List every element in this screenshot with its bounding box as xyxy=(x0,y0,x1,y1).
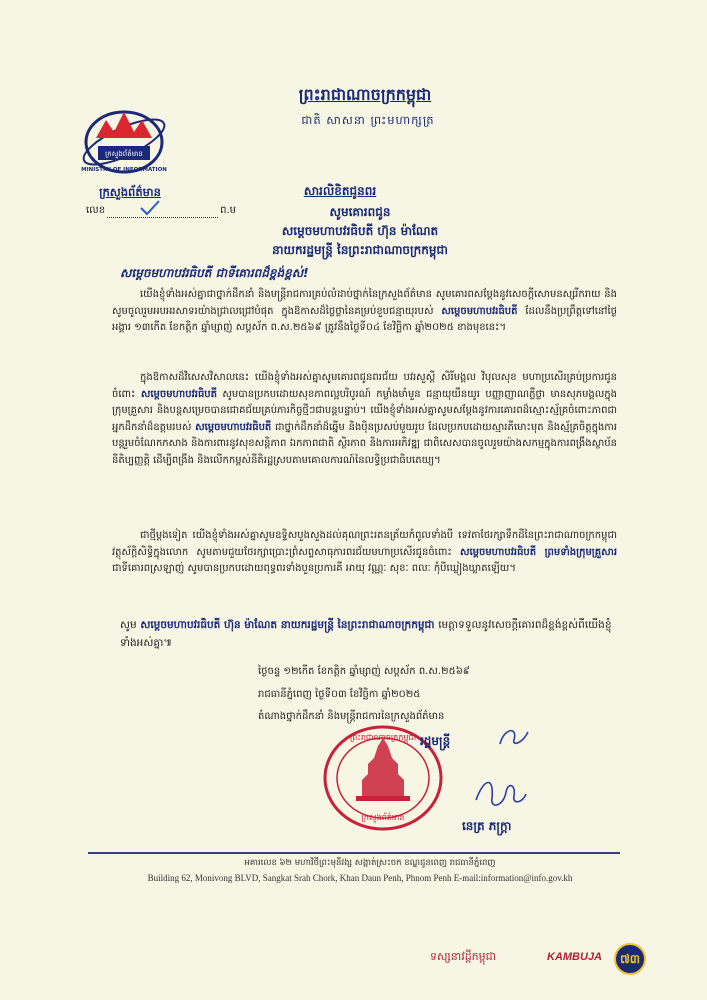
addressee-name: សម្តេចមហាបវរធិបតី ហ៊ុន ម៉ាណែត xyxy=(281,224,439,238)
paragraph-3 xyxy=(112,528,617,578)
ministry-name: ក្រសួងព័ត៌មាន xyxy=(99,185,161,199)
p1-text: យើងខ្ញុំទាំងអស់គ្នាជាថ្នាក់ដឹកនាំ និងមន្ត្រីរាជការគ្រប់លំដាប់ថ្នាក់នៃក្រសួងព័ត៌មាន សូមគោរពសម្តែងនូវសេចក្តីសោមនស្សរីករាយ និងសូមចូលរួមអបអរសាទរយ៉ាងជ្រាលជ្រៅបំផុត ក្នុងឱកាសដ៏ថ្លៃថ្លានៃគម្រប់ខួបជន្មាយុរបស់ xyxy=(112,289,617,317)
minister-name: នេត្រ ភក្ត្រា xyxy=(462,819,512,833)
footer-address-en: Building 62, Monivong BLVD, Sangkat Srah Chork, Khan Daun Penh, Phnom Penh E-mail:information@info.gov.kh xyxy=(147,873,573,883)
p1-bold: សម្តេចមហាបវរធិបតី xyxy=(441,305,518,317)
svg-text:ក្រសួងព័ត៌មាន: ក្រសួងព័ត៌មាន xyxy=(105,150,143,158)
magazine-name-en: KAMBUJA xyxy=(547,951,602,963)
p3-bold: សម្តេចមហាបវរធិបតី ព្រមទាំងក្រុមគ្រួសារ xyxy=(459,546,617,558)
svg-text:ព្រះរាជាណាចក្រកម្ពុជា: ព្រះរាជាណាចក្រកម្ពុជា xyxy=(349,733,417,742)
page-number-badge: ៧៣ xyxy=(614,943,646,975)
p3-text: ជាថ្មីម្តងទៀត យើងខ្ញុំទាំងអស់គ្នាសូមឧទ្ទិសបួងសួងដល់គុណព្រះរតនត្រ័យកំពូលទាំងបី ទេវតាថែរក្សាទឹកដីនៃព្រះរាជាណាចក្រកម្ពុជា វត្ថុស័ក្តិសិទ្ធិក្នុងលោក សូមតាមជួយថែរក្សាប្រោះព្រំសព្ទសាធុការពរជ័យមហាប្រសើរជូនចំពោះ xyxy=(112,530,617,558)
p1-end: ដែលនឹងប្រព្រឹត្តទៅនៅថ្ងៃអង្គារ ១៣កើត ខែកត្តិក ឆ្នាំម្សាញ់ សប្តស័ក ព.ស.២៥៦៩ ត្រូវនឹងថ្ងៃទី០៤ ខែវិច្ឆិកា ឆ្នាំ២០២៥ ខាងមុខនេះ។ xyxy=(112,305,617,334)
closing-start: សូម xyxy=(120,619,137,631)
p2-end: សូមបានប្រកបដោយសុខភាពល្អបរិបូរណ៍ កម្លាំងមាំមួន ជន្មាយុយឺនយូរ បញ្ញាញាណភ្លឺថ្លា មានសុភមង្គលក្នុងក្រុមគ្រួសារ និងបន្តសម្រេចបានជោគជ័យគ្រប់ភារកិច្ចថ្មីៗជាបន្តបន្ទាប់។ យើងខ្ញុំទាំងអស់គ្នាសូមសម្តែងនូវការគោរពដ៏ស្មោះស្ម័គ្រចំពោះភាពជាអ្នកដឹកនាំដ៏ឧត្តមរបស់ xyxy=(112,388,617,433)
ref-prefix: លេខ xyxy=(86,205,106,216)
svg-text:ក្រសួងព័ត៌មាន: ក្រសួងព័ត៌មាន xyxy=(361,813,405,822)
magazine-name-km: ទស្សនាវដ្តីកម្ពុជា xyxy=(430,950,497,963)
ministry-logo xyxy=(78,98,170,182)
addressee-title: នាយករដ្ឋមន្ត្រី នៃព្រះរាជាណាចក្រកម្ពុជា xyxy=(272,243,448,257)
salutation: សម្តេចមហាបវរធិបតី ជាទីគោរពដ៏ខ្ពង់ខ្ពស់! xyxy=(120,266,309,280)
national-motto: ជាតិ សាសនា ព្រះមហាក្សត្រ xyxy=(301,113,435,127)
p2-text: ក្នុងឱកាសដ៏វិសេសវិសាលនេះ យើងខ្ញុំទាំងអស់គ្នាសូមគោរពជូនពរជ័យ បវរសួស្តី សិរីមង្គល វិបុលសុខ មហាប្រសើរគ្រប់ប្រការជូនចំពោះ xyxy=(112,372,617,400)
p3-end: ជាទីគោរពស្រឡាញ់ សូមបានប្រកបដោយពុទ្ធពរទាំងបួនប្រការគឺ អាយុ វណ្ណៈ សុខៈ ពលៈ កុំបីឃ្លៀងឃ្លាតឡើយ។ xyxy=(112,563,516,575)
footer-address-km: អគារលេខ ៦២ មហាវិថីព្រះមុនីវង្ស សង្កាត់ស្រះចក ខណ្ឌដូនពេញ រាជធានីភ្នំពេញ xyxy=(244,858,496,868)
closing-end: មេត្តាទទួលនូវសេចក្តីគោរពដ៏ខ្ពង់ខ្ពស់ពីយើងខ្ញុំទាំងអស់គ្នា៕ xyxy=(120,619,612,649)
p2-bold: សម្តេចមហាបវរធិបតី xyxy=(140,388,217,400)
svg-text:MINISTRY OF INFORMATION: MINISTRY OF INFORMATION xyxy=(81,167,167,173)
handwritten-signature-icon xyxy=(470,770,530,818)
p2-bold-2: សម្តេចមហាបវរធិបតី xyxy=(195,421,272,433)
paragraph-1 xyxy=(112,287,617,337)
footer-divider xyxy=(88,852,620,854)
p2-end-2: ជាថ្នាក់ដឹកនាំដ៏ឆ្នើម និងប៉ិនប្រសប់មួយរូប ដែលប្រកបដោយស្មារតីមោះមុត និងស្ម័គ្រចិត្តក្នុងការបន្តរួមចំណែកកសាង និងការពារនូវសុខសន្តិភាព ឯកភាពជាតិ ស្ថិរភាព និងការអភិវឌ្ឍ ជាពិសេសបានចូលរួមយ៉ាងសកម្មក្នុងការពង្រឹងស្ថាប័ននីតិប្បញ្ញត្តិ ដើម្បីពង្រឹង និងលើកកម្ពស់នីតិរដ្ឋស្របតាមគោលការណ៍នៃលទ្ធិប្រជាធិបតេយ្យ។ xyxy=(112,421,617,466)
paragraph-2 xyxy=(112,370,617,470)
place-date: រាជធានីភ្នំពេញ ថ្ងៃទី០៣ ខែវិច្ឆិកា ឆ្នាំ២០២៥ xyxy=(258,689,421,700)
minister-title: រដ្ឋមន្ត្រី xyxy=(420,734,451,748)
addressee-intro: សូមគោរពជូន xyxy=(329,205,391,219)
closing-paragraph xyxy=(120,616,625,652)
lunar-date: ថ្ងៃចន្ទ ១២កើត ខែកត្តិក ឆ្នាំម្សាញ់ សប្តស័ក ព.ស.២៥៦៩ xyxy=(258,666,470,677)
signature-mark-icon xyxy=(470,722,540,752)
kingdom-heading: ព្រះរាជាណាចក្រកម្ពុជា xyxy=(298,85,432,104)
ref-suffix: ព.ម xyxy=(220,205,236,216)
closing-bold: សម្តេចមហាបវរធិបតី ហ៊ុន ម៉ាណែត នាយករដ្ឋមន្ត្រី នៃព្រះរាជាណាចក្រកម្ពុជា xyxy=(140,619,435,631)
on-behalf-line: តំណាងថ្នាក់ដឹកនាំ និងមន្ត្រីរាជការនៃក្រសួងព័ត៌មាន xyxy=(258,711,445,722)
letter-type: សារលិខិតជូនពរ xyxy=(303,184,377,198)
